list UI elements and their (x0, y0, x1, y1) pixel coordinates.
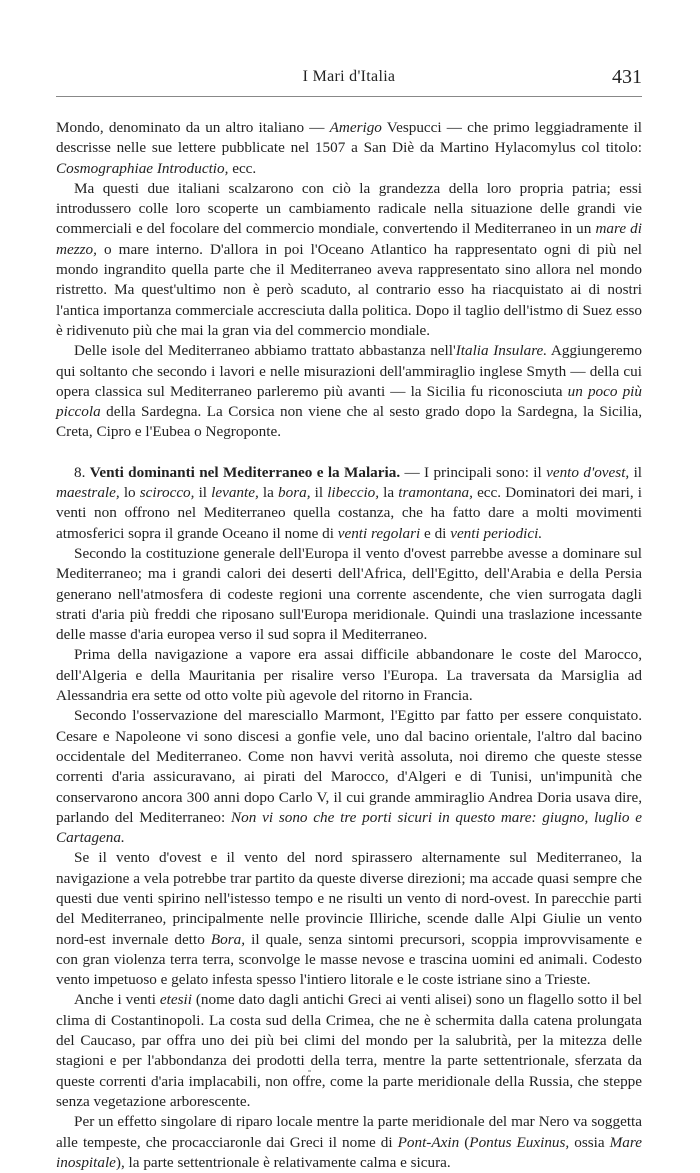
text-run: ossia (569, 1133, 610, 1151)
italic-run: venti regolari (337, 524, 421, 542)
text-run: il (629, 463, 643, 481)
text-run: Anche i venti (74, 991, 160, 1009)
text-run: Se il vento d'ovest e il vento del nord spirassero alternamente sul Mediterraneo, la navigazione a vela potrebbe trar partito da queste diverse direzioni; ma accade quasi sempre che questi due venti spirino nell'istesso tempo e ne risulti un vento di nord-ovest. In parecchie parti del Mediterraneo, principalmente nelle provincie Illiriche, scende dalle Alpi Giulie un vento nord-est invernale detto (56, 849, 642, 948)
italic-run: Bora, (210, 930, 246, 948)
page-header (56, 66, 642, 92)
text-run: 8. (74, 463, 90, 481)
paragraph (56, 341, 642, 442)
text-run: Ma questi due italiani scalzarono con ciò la grandezza della loro propria patria; essi introdussero colle loro scoperte un cambiamento radicale nella situazione delle grandi vie commerciali e del focolare del commercio mondiale, convertendo il Mediterraneo in un (56, 179, 642, 238)
text-run: il (310, 484, 328, 502)
text-run: ecc. (228, 159, 257, 177)
header-rule (56, 96, 642, 97)
paragraph (56, 645, 642, 706)
text-run: — I principali sono: il (400, 463, 547, 481)
italic-run: Pontus Euxinus, (469, 1133, 570, 1151)
running-title: I Mari d'Italia (302, 68, 396, 85)
italic-run: vento d'ovest, (546, 463, 630, 481)
section-8-paragraph (56, 463, 642, 544)
italic-run: Amerigo (329, 119, 382, 136)
text-run: Vespucci — che primo leggiadramente il descrisse nelle sue lettere pubblicate nel 1507 a San Diè da Martino Hylacomylus col titolo: (56, 119, 643, 157)
text-run: ecc. Dominatori dei mari, i venti non offrono nel Mediterraneo quella costanza, che ha fatto dare a molti movimenti atmosferici sopra il grande Oceano il nome di (56, 484, 642, 542)
paragraph (56, 179, 642, 341)
section-title: Venti dominanti nel Mediterraneo e la Malaria. (89, 463, 401, 481)
paragraph (56, 1112, 642, 1173)
paragraph (56, 118, 642, 179)
text-run: Secondo l'osservazione del maresciallo Marmont, l'Egitto par fatto per essere conquistato. Cesare e Napoleone vi sono discesi a gonfie vele, uno dal bacino orientale, l'altro dal bacino occidentale del Mediterraneo. Come non havvi verità assoluta, noi diremo che queste stesse correnti d'aria assicuravano, ai pirati del Marocco, d'Algeri e di Tunisi, un'impunità che conservarono ancora 300 anni dopo Carlo V, il cui grande ammiraglio Andrea Doria usava dire, parlando del Mediterraneo: (56, 707, 642, 826)
italic-run: maestrale, (56, 484, 120, 502)
text-run: della Sardegna. La Corsica non viene che al sesto grado dopo la Sardegna, la Sicilia, Creta, Cipro e l'Eubea o Negroponte. (56, 403, 642, 441)
italic-run: Pont-Axin (397, 1133, 460, 1151)
text-run: o mare interno. D'allora in poi l'Oceano Atlantico ha rappresentato ogni di più nel mondo ingrandito quella parte che il Mediterraneo aveva rappresentato sino allora nel mondo ristretto. Ma quest'ultimo non è però scaduto, al contrario esso ha riacquistato ai di nostri l'antica importanza commerciale accresciuta dalla politica. Dopo il taglio dell'istmo di Suez esso è ridivenuto più che mai la gran via del commercio mondiale. (56, 240, 642, 339)
text-run: Mondo, denominato da un altro italiano — (56, 119, 330, 136)
italic-run: venti periodici. (450, 524, 543, 542)
italic-run: libeccio, (327, 484, 380, 502)
italic-run: bora, (278, 484, 311, 502)
text-run: Secondo la costituzione generale dell'Europa il vento d'ovest parrebbe avesse a dominare sul Mediterraneo; ma i grandi calori dei deserti dell'Africa, dell'Egitto, dell'Arabia e della Persia generano nell'atmosfera di codeste regioni una corrente ascendente, che vien surrogata dagli strati d'aria più freddi che riposano sull'Europa meridionale. Quindi una traslazione incessante delle masse d'aria europea verso il sud sopra il Mediterraneo. (56, 544, 642, 644)
paragraph (56, 990, 642, 1112)
text-run: Delle isole del Mediterraneo abbiamo trattato abbastanza nell' (74, 342, 456, 360)
italic-run: levante, (211, 484, 259, 502)
body-text (56, 118, 642, 1173)
italic-run: tramontana, (398, 484, 473, 502)
paragraph (56, 706, 642, 848)
italic-run: un poco più piccola (56, 382, 642, 421)
text-run: (nome dato dagli antichi Greci ai venti alisei) sono un flagello sotto il bel clima di Costantinopoli. La costa sud della Crimea, che ne è schermita dalla catena prolungata del Caucaso, par offra uno dei più bei climi del mondo per la salubrità, per la mitezza delle stagioni e per l'abbondanza dei prodotti della terra, mentre la parte settentrionale, sferzata da queste correnti d'aria implacabili, non offre, come la parte meridionale della Russia, che steppe senza vegetazione arborescente. (56, 991, 642, 1110)
italic-run: Italia Insulare. (455, 342, 548, 360)
paragraph (56, 544, 642, 645)
text-run: la (379, 484, 399, 502)
text-run: e di (420, 524, 451, 542)
text-run: la (258, 484, 278, 502)
text-run: Per un effetto singolare di riparo locale mentre la parte meridionale del mar Nero va soggetta alle tempeste, che procacciaronle dai Greci il nome di (56, 1113, 642, 1151)
text-run: il quale, senza sintomi precursori, scoppia improvvisamente e con gran violenza terra terra, sconvolge le masse nevose e trascina uomini ed animali. Codesto vento impetuoso e gelato infesta spesso l'intiero litorale e le coste istriane sino a Trieste. (56, 930, 642, 989)
italic-run: Cosmographiae Introductio, (56, 159, 229, 177)
italic-run: scirocco, (139, 484, 195, 502)
text-run: Prima della navigazione a vapore era assai difficile abbandonare le coste del Marocco, dell'Algeria e della Mauritania per risalire verso l'Europa. La traversata da Marsiglia ad Alessandria era sette od otto volte più agevole del ritorno in Francia. (56, 646, 642, 705)
text-run: ( (459, 1133, 470, 1151)
italic-run: mare di mezzo, (56, 220, 642, 258)
page-number: 431 (612, 66, 642, 88)
italic-run: Non vi sono che tre porti sicuri in questo mare: giugno, luglio e Cartagena. (56, 808, 642, 847)
paragraph (56, 848, 642, 990)
italic-run: etesii (159, 991, 192, 1009)
text-run: ), la parte settentrionale è relativamente calma e sicura. (115, 1153, 451, 1171)
text-run: Aggiungeremo qui soltanto che secondo i lavori e nelle misurazioni dell'ammiraglio inglese Smyth — della cui opera classica sul Mediterraneo parleremo più avanti — la Sicilia fu riconosciuta (56, 342, 642, 400)
print-speck (308, 1070, 311, 1072)
text-run: il (194, 484, 212, 502)
italic-run: Mare inospitale (56, 1133, 642, 1171)
text-run: lo (119, 484, 140, 502)
